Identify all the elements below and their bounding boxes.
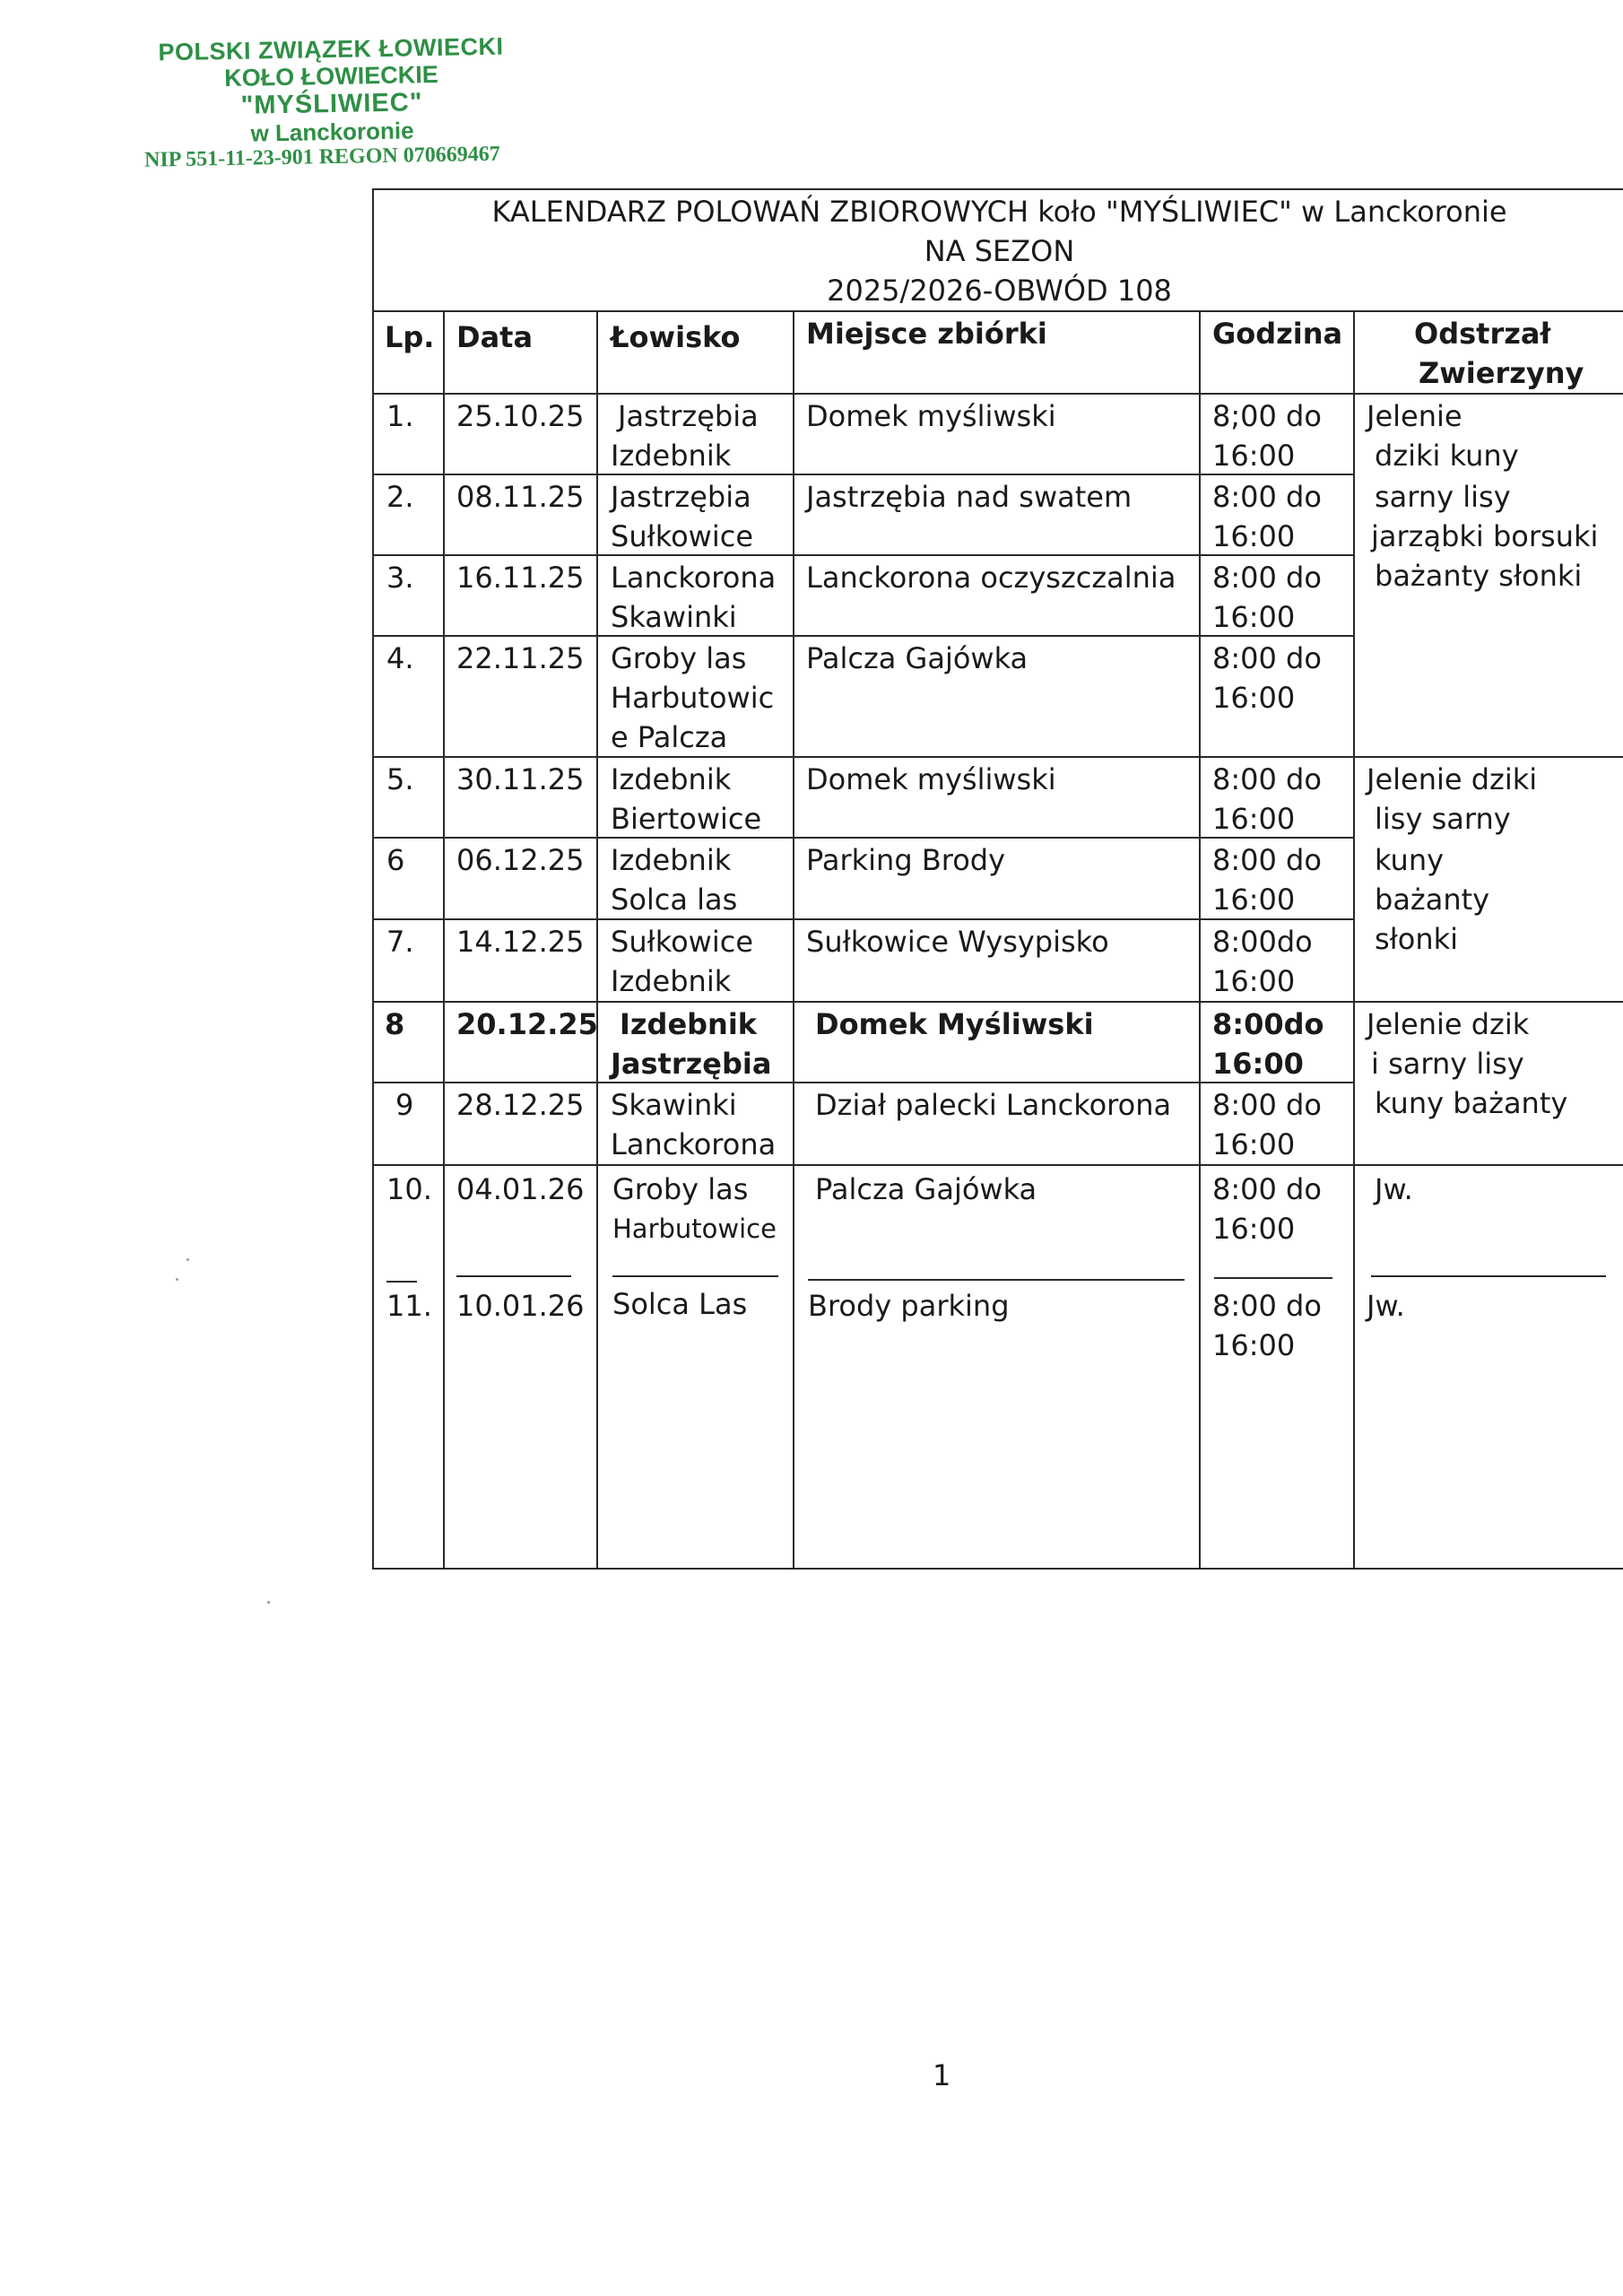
row-2-lowisko-2: Sułkowice: [611, 519, 753, 553]
odstrzal-group-2-line-1: Jelenie dziki: [1367, 762, 1538, 796]
row-5-lowisko-1: Izdebnik: [611, 762, 732, 796]
row-divider: [374, 474, 1353, 475]
row-8-godzina-2: 16:00: [1212, 1047, 1304, 1081]
row-divider: [374, 635, 1353, 637]
row-divider: [374, 1001, 1623, 1003]
row-divider: [374, 837, 1353, 839]
row-9-lowisko-2: Lanckorona: [611, 1127, 777, 1161]
row-6-lp: 6: [386, 843, 405, 877]
scan-speck: [176, 1278, 178, 1281]
stamp-line-4: w Lanckoronie: [250, 117, 414, 147]
odstrzal-group-3-line-1: Jelenie dzik: [1367, 1007, 1530, 1041]
row-10-godzina-2: 16:00: [1212, 1212, 1296, 1246]
stamp-line-3: "MYŚLIWIEC": [240, 88, 423, 121]
row-4-lp: 4.: [386, 641, 414, 675]
row-1-lowisko-1: Jastrzębia: [618, 399, 759, 433]
row-5-godzina-2: 16:00: [1212, 802, 1296, 836]
row-1-lowisko-2: Izdebnik: [611, 439, 732, 473]
row-2-lp: 2.: [386, 480, 414, 514]
odstrzal-group-1-line-4: jarząbki borsuki: [1371, 519, 1599, 553]
odstrzal-group-2-line-3: kuny: [1375, 843, 1445, 877]
header-zwierzyny: Zwierzyny: [1419, 356, 1584, 390]
row-5-lowisko-2: Biertowice: [611, 802, 762, 836]
row-separator-stroke: [456, 1275, 571, 1277]
row-11-odstrzal: Jw.: [1367, 1289, 1405, 1323]
row-1-godzina-1: 8;00 do: [1212, 399, 1322, 433]
row-5-godzina-1: 8:00 do: [1212, 762, 1322, 796]
row-3-godzina-1: 8:00 do: [1212, 561, 1322, 595]
header-data: Data: [456, 320, 534, 354]
row-7-lp: 7.: [386, 925, 414, 959]
row-1-godzina-2: 16:00: [1212, 439, 1296, 473]
hunting-calendar-table: [372, 188, 1623, 1570]
row-3-lowisko-2: Skawinki: [611, 600, 737, 634]
row-10-godzina-1: 8:00 do: [1212, 1172, 1322, 1206]
row-2-godzina-1: 8:00 do: [1212, 480, 1322, 514]
row-4-lowisko-3: e Palcza: [611, 720, 728, 754]
column-divider: [793, 312, 794, 1568]
row-11-godzina-1: 8:00 do: [1212, 1289, 1322, 1323]
row-9-lowisko-1: Skawinki: [611, 1088, 737, 1122]
row-7-lowisko-1: Sułkowice: [611, 925, 753, 959]
row-10-lowisko-1: Groby las: [612, 1172, 749, 1206]
row-1-lp: 1.: [386, 399, 414, 433]
row-8-date: 20.12.25: [456, 1007, 598, 1041]
row-7-lowisko-2: Izdebnik: [611, 964, 732, 998]
row-2-miejsce: Jastrzębia nad swatem: [806, 480, 1133, 514]
row-3-lowisko-1: Lanckorona: [611, 561, 777, 595]
row-2-lowisko-1: Jastrzębia: [611, 480, 751, 514]
column-divider: [1353, 312, 1355, 1568]
row-11-miejsce: Brody parking: [808, 1289, 1010, 1323]
row-divider: [374, 918, 1353, 920]
header-miejsce-zbiorki: Miejsce zbiórki: [806, 317, 1047, 351]
stamp-line-5: NIP 551-11-23-901 REGON 070669467: [143, 142, 500, 172]
row-11-godzina-2: 16:00: [1212, 1328, 1296, 1362]
odstrzal-group-1-line-5: bażanty słonki: [1375, 559, 1583, 593]
title-line-1: KALENDARZ POLOWAŃ ZBIOROWYCH koło "MYŚLIWIEC" w Lanckoronie: [491, 195, 1507, 229]
row-7-godzina-1: 8:00do: [1212, 925, 1313, 959]
row-separator-stroke: [808, 1279, 1185, 1281]
row-3-miejsce: Lanckorona oczyszczalnia: [806, 561, 1176, 595]
row-divider: [374, 554, 1353, 556]
row-7-date: 14.12.25: [456, 925, 585, 959]
row-2-godzina-2: 16:00: [1212, 519, 1296, 553]
row-6-date: 06.12.25: [456, 843, 585, 877]
row-separator-stroke: [612, 1275, 778, 1277]
row-9-godzina-2: 16:00: [1212, 1127, 1296, 1161]
row-6-lowisko-1: Izdebnik: [611, 843, 732, 877]
row-8-lowisko-2: Jastrzębia: [611, 1047, 772, 1081]
odstrzal-group-2-line-4: bażanty: [1375, 883, 1490, 917]
row-10-miejsce: Palcza Gajówka: [815, 1172, 1037, 1206]
row-2-date: 08.11.25: [456, 480, 585, 514]
row-4-godzina-2: 16:00: [1212, 681, 1296, 715]
column-divider: [443, 312, 445, 1568]
scan-speck: [267, 1601, 270, 1604]
row-9-miejsce: Dział palecki Lanckorona: [815, 1088, 1172, 1122]
odstrzal-group-3-line-2: i sarny lisy: [1371, 1047, 1524, 1081]
row-separator-stroke: [1371, 1275, 1606, 1277]
odstrzal-group-2-line-2: lisy sarny: [1375, 802, 1511, 836]
odstrzal-group-2-line-5: słonki: [1375, 922, 1459, 956]
row-8-lowisko-1: Izdebnik: [620, 1007, 758, 1041]
row-8-lp: 8: [385, 1007, 405, 1041]
row-7-godzina-2: 16:00: [1212, 964, 1296, 998]
odstrzal-group-1-line-1: Jelenie: [1367, 399, 1462, 433]
header-lowisko: Łowisko: [611, 320, 741, 354]
row-4-lowisko-2: Harbutowic: [611, 681, 775, 715]
row-11-date: 10.01.26: [456, 1289, 585, 1323]
row-4-date: 22.11.25: [456, 641, 585, 675]
row-separator-stroke: [386, 1281, 417, 1283]
header-godzina: Godzina: [1212, 317, 1343, 351]
stamp-line-2: KOŁO ŁOWIECKIE: [223, 61, 438, 92]
row-9-lp: 9: [395, 1088, 414, 1122]
row-8-miejsce: Domek Myśliwski: [815, 1007, 1094, 1041]
row-1-miejsce: Domek myśliwski: [806, 399, 1056, 433]
odstrzal-group-1-line-3: sarny lisy: [1375, 480, 1511, 514]
row-6-godzina-2: 16:00: [1212, 883, 1296, 917]
page-number: 1: [933, 2058, 951, 2092]
stamp-line-1: POLSKI ZWIĄZEK ŁOWIECKI: [158, 32, 504, 66]
row-10-lp: 10.: [386, 1172, 432, 1206]
row-10-lowisko-2: Harbutowice: [612, 1213, 777, 1244]
column-divider: [596, 312, 598, 1568]
odstrzal-group-3-line-3: kuny bażanty: [1375, 1086, 1568, 1120]
row-10-odstrzal: Jw.: [1375, 1172, 1413, 1206]
row-6-miejsce: Parking Brody: [806, 843, 1006, 877]
title-line-2: NA SEZON: [924, 234, 1075, 268]
row-1-date: 25.10.25: [456, 399, 585, 433]
row-7-miejsce: Sułkowice Wysypisko: [806, 925, 1109, 959]
row-4-miejsce: Palcza Gajówka: [806, 641, 1028, 675]
row-3-lp: 3.: [386, 561, 414, 595]
header-lp: Lp.: [385, 320, 435, 354]
row-divider: [374, 1082, 1353, 1083]
scan-speck: [187, 1258, 189, 1261]
row-5-lp: 5.: [386, 762, 414, 796]
row-divider: [374, 1164, 1623, 1166]
row-3-godzina-2: 16:00: [1212, 600, 1296, 634]
row-6-godzina-1: 8:00 do: [1212, 843, 1322, 877]
organization-stamp: [143, 32, 522, 172]
row-4-lowisko-1: Groby las: [611, 641, 747, 675]
row-9-godzina-1: 8:00 do: [1212, 1088, 1322, 1122]
row-8-godzina-1: 8:00do: [1212, 1007, 1324, 1041]
row-4-godzina-1: 8:00 do: [1212, 641, 1322, 675]
odstrzal-group-1-line-2: dziki kuny: [1375, 439, 1519, 473]
row-10-date: 04.01.26: [456, 1172, 585, 1206]
table-title: [374, 190, 1623, 312]
row-divider: [374, 393, 1623, 395]
header-odstrzal: Odstrzał: [1414, 317, 1551, 351]
title-line-3: 2025/2026-OBWÓD 108: [827, 274, 1172, 308]
column-divider: [1199, 312, 1201, 1568]
row-11-lowisko: Solca Las: [612, 1287, 748, 1321]
row-5-date: 30.11.25: [456, 762, 585, 796]
row-9-date: 28.12.25: [456, 1088, 585, 1122]
row-divider: [374, 756, 1623, 758]
row-6-lowisko-2: Solca las: [611, 883, 738, 917]
row-11-lp: 11.: [386, 1289, 432, 1323]
row-5-miejsce: Domek myśliwski: [806, 762, 1056, 796]
row-separator-stroke: [1214, 1277, 1332, 1279]
row-3-date: 16.11.25: [456, 561, 585, 595]
